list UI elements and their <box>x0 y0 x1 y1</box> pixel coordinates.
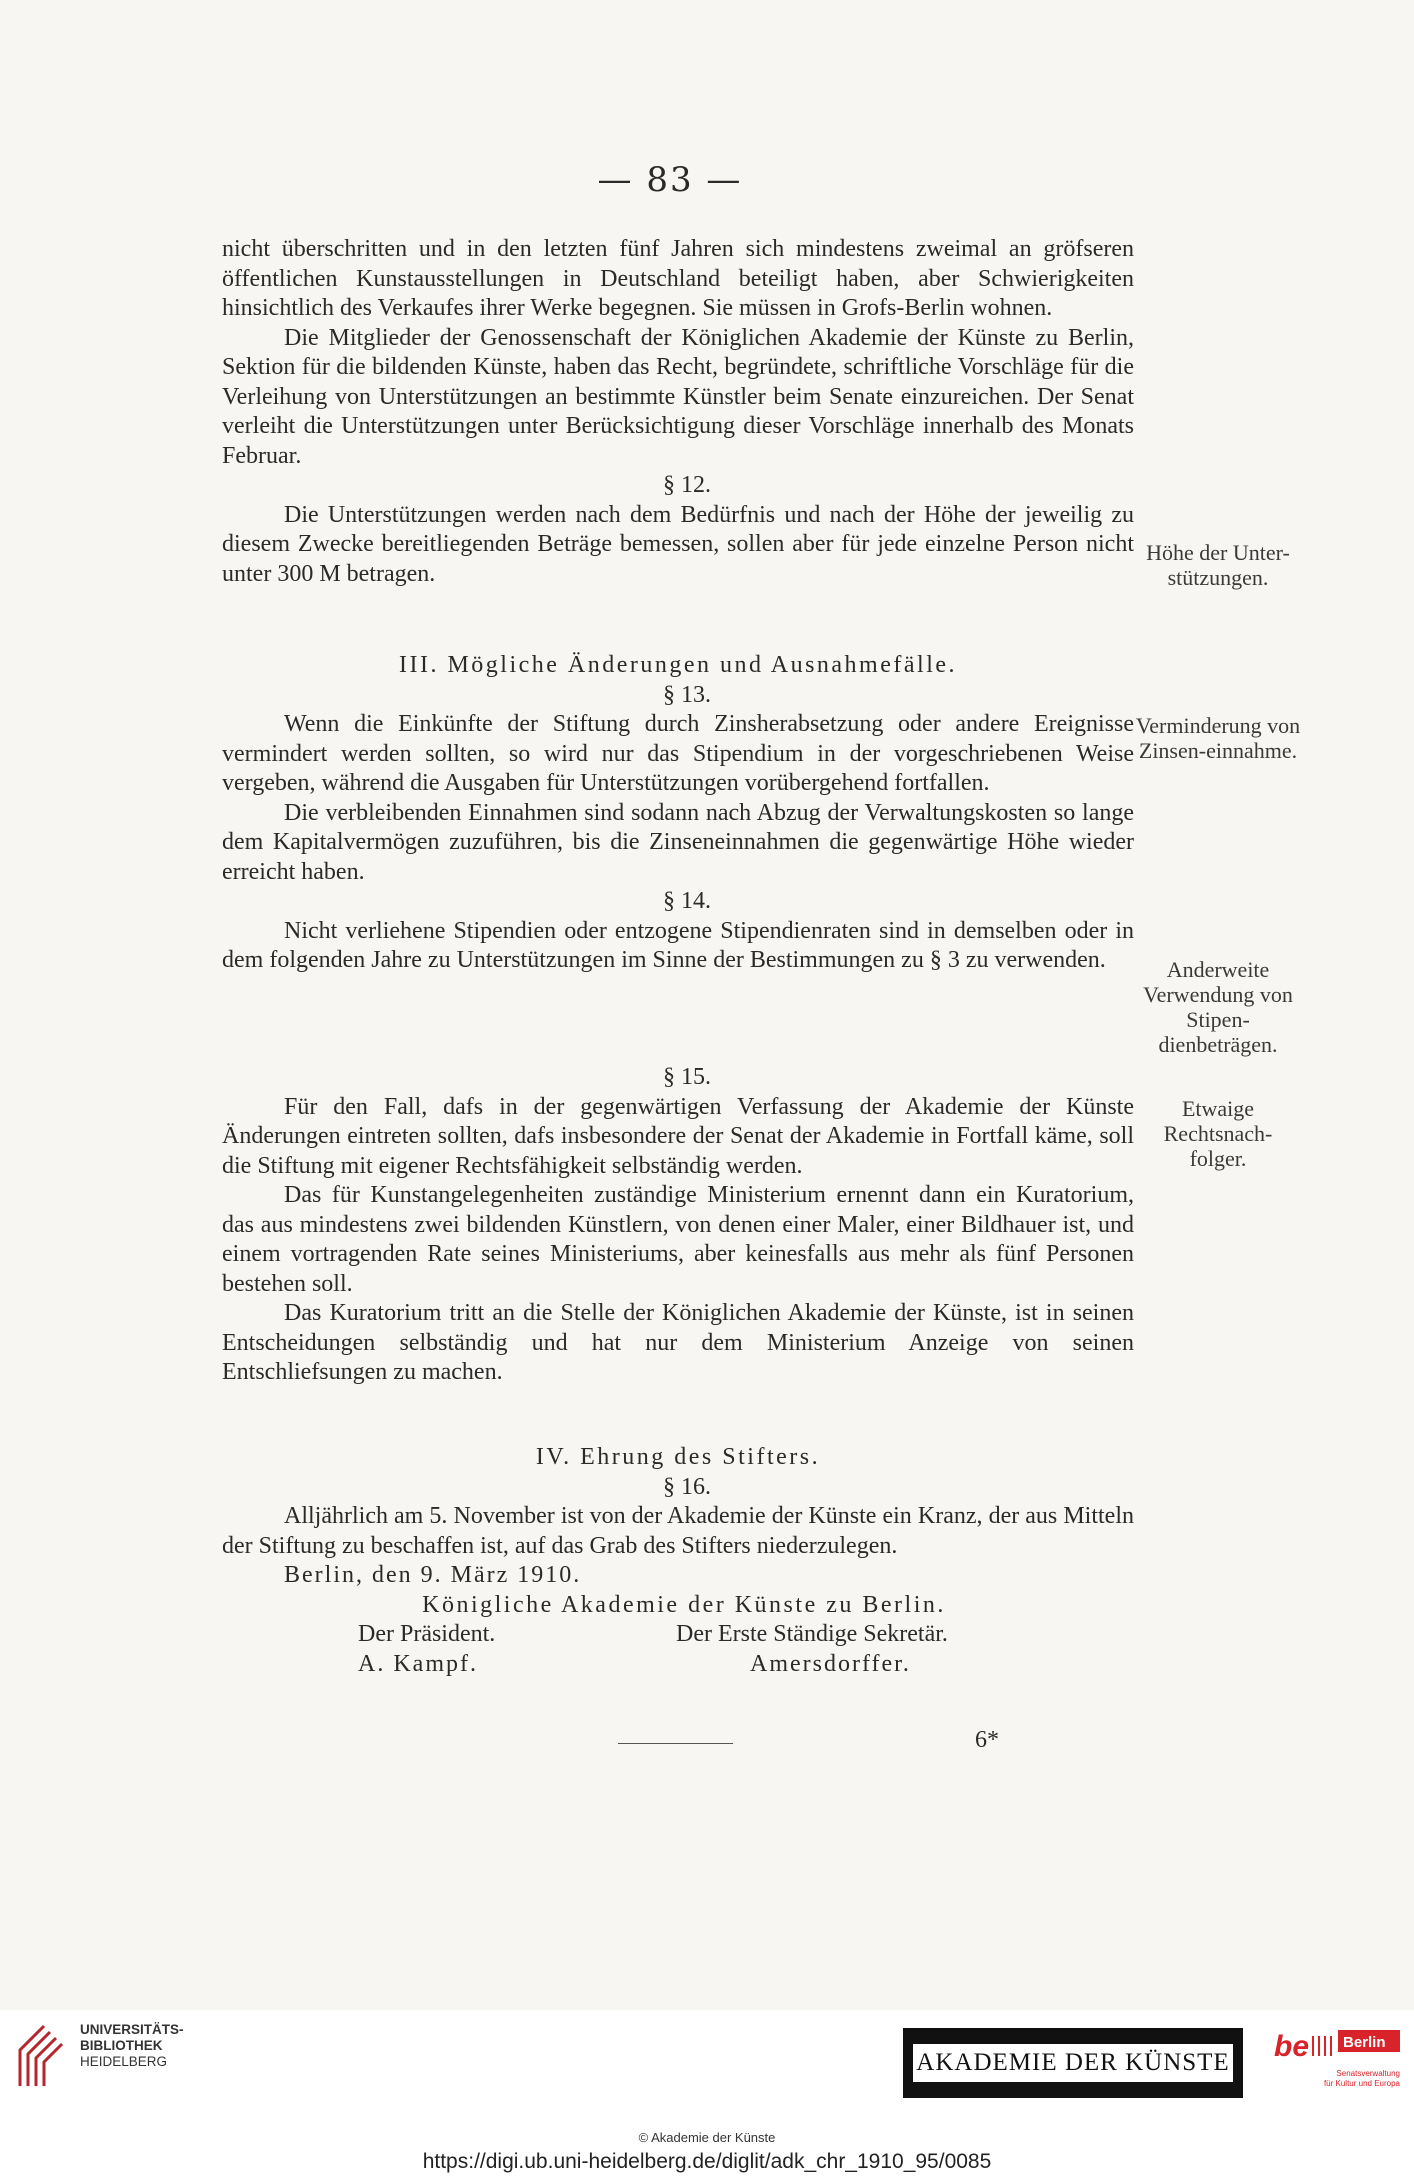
ub-line-3: HEIDELBERG <box>80 2054 168 2069</box>
signature-titles-row <box>222 1620 1134 1650</box>
akademie-logo-label: AKADEMIE DER KÜNSTE <box>913 2044 1233 2082</box>
akademie-logo <box>903 2028 1243 2098</box>
university-library-name <box>80 2022 184 2070</box>
margin-note-rechtsnachfolger: Etwaige Rechtsnach-folger. <box>1163 1096 1273 1171</box>
ub-line-2: BIBLIOTHEK <box>80 2038 163 2053</box>
secretary-title: Der Erste Ständige Sekretär. <box>676 1621 948 1647</box>
svg-text:be: be <box>1274 2030 1310 2063</box>
svg-text:Berlin: Berlin <box>1343 2034 1386 2051</box>
margin-note-hoehe: Höhe der Unter-stützungen. <box>1146 540 1290 590</box>
svg-text:Senatsverwaltung: Senatsverwaltung <box>1336 2069 1400 2078</box>
margin-note-anderweite: Anderweite Verwendung von Stipen-dienbeträgen. <box>1143 957 1293 1057</box>
svg-text:für Kultur und Europa: für Kultur und Europa <box>1323 2079 1400 2088</box>
paragraph-2: Die Mitglieder der Genossenschaft der Königlichen Akademie der Künste zu Berlin, Sektion für die bildenden Künste, haben das Recht, begründete, schriftliche Vorschläge für die Verleihung von Unterstützungen an bestimmte Künstler beim Senate einzureichen. Der Senat verleiht die Unterstützungen unter Berücksichtigung dieser Vorschläge innerhalb des Monats Februar. <box>222 324 1134 469</box>
text-block-3 <box>222 1063 1134 1388</box>
sheet-signature-mark: 6* <box>975 1727 999 1753</box>
president-name: A. Kampf. <box>358 1650 478 1677</box>
paragraph-9: Das Kuratorium tritt an die Stelle der Königlichen Akademie der Künste, ist in seinen Entscheidungen selbständig und hat nur dem Ministerium Anzeige von seinen Entschliefsungen zu machen. <box>222 1300 1134 1385</box>
closing-rule <box>618 1743 733 1744</box>
university-library-logo-icon <box>14 2020 70 2090</box>
section-14-heading: § 14. <box>663 888 711 914</box>
source-url-link[interactable]: https://digi.ub.uni-heidelberg.de/diglit/adk_chr_1910_95/0085 <box>422 2150 992 2173</box>
page-number: — 83 — <box>597 160 743 200</box>
institution-line: Königliche Akademie der Künste zu Berlin. <box>422 1591 946 1618</box>
text-block-2 <box>222 651 1134 976</box>
section-15-heading: § 15. <box>663 1064 711 1090</box>
paragraph-7: Für den Fall, dafs in der gegenwärtigen Verfassung der Akademie der Künste Änderungen eintreten sollten, dafs insbesondere der Senat der Akademie in Fortfall käme, soll die Stiftung mit eigener Rechtsfähigkeit selbständig werden. <box>222 1093 1134 1179</box>
paragraph-8: Das für Kunstangelegenheiten zuständige Ministerium ernennt dann ein Kuratorium, das aus mindestens zwei bildenden Künstlern, von denen einer Maler, einer Bildhauer ist, und einem vortragenden Rate seines Ministeriums, aber keinesfalls aus mehr als fünf Personen bestehen soll. <box>222 1182 1134 1297</box>
paragraph-6: Nicht verliehene Stipendien oder entzogene Stipendienraten sind in demselben oder in dem folgenden Jahre zu Unterstützungen im Sinne der Bestimmungen zu § 3 zu verwenden. <box>222 917 1134 973</box>
text-block-1 <box>222 235 1134 589</box>
margin-note-verminderung: Verminderung von Zinsen-einnahme. <box>1135 713 1301 763</box>
section-12-heading: § 12. <box>663 472 711 498</box>
ub-line-1: UNIVERSITÄTS- <box>80 2022 184 2037</box>
text-block-4 <box>222 1443 1134 1679</box>
date-line: Berlin, den 9. März 1910. <box>284 1562 582 1588</box>
section-16-heading: § 16. <box>663 1473 711 1500</box>
paragraph-1: nicht überschritten und in den letzten fünf Jahren sich mindestens zweimal an gröfseren öffentlichen Kunstausstellungen in Deutschland beteiligt haben, aber Schwierigkeiten hinsichtlich des Verkaufes ihrer Werke begegnen. Sie müssen in Grofs-Berlin wohnen. <box>222 236 1134 321</box>
secretary-name: Amersdorffer. <box>750 1650 911 1677</box>
section-13-heading: § 13. <box>663 681 711 708</box>
paragraph-3: Die Unterstützungen werden nach dem Bedürfnis und nach der Höhe der jeweilig zu diesem Zwecke bereitliegenden Beträge bemessen, sollen aber für jede einzelne Person nicht unter 300 M betragen. <box>222 501 1134 587</box>
paragraph-10: Alljährlich am 5. November ist von der Akademie der Künste ein Kranz, der aus Mitteln der Stiftung zu beschaffen ist, auf das Grab des Stifters niederzulegen. <box>222 1503 1134 1559</box>
signature-names-row <box>222 1650 1134 1680</box>
be-berlin-logo-icon <box>1272 2024 1402 2104</box>
paragraph-5: Die verbleibenden Einnahmen sind sodann nach Abzug der Verwaltungskosten so lange dem Kapitalvermögen zuzuführen, bis die Zinseneinnahmen die gegenwärtige Höhe wieder erreicht haben. <box>222 799 1134 885</box>
chapter-4-heading: IV. Ehrung des Stifters. <box>535 1444 821 1470</box>
copyright-notice: © Akademie der Künste <box>638 2130 776 2145</box>
paragraph-4: Wenn die Einkünfte der Stiftung durch Zinsherabsetzung oder andere Ereignisse vermindert werden sollten, so wird nur das Stipendium in der vorgeschriebenen Weise vergeben, während die Ausgaben für Unterstützungen vorübergehend fortfallen. <box>222 711 1134 796</box>
chapter-3-heading: III. Mögliche Änderungen und Ausnahmefälle. <box>398 652 958 678</box>
president-title: Der Präsident. <box>358 1621 496 1647</box>
